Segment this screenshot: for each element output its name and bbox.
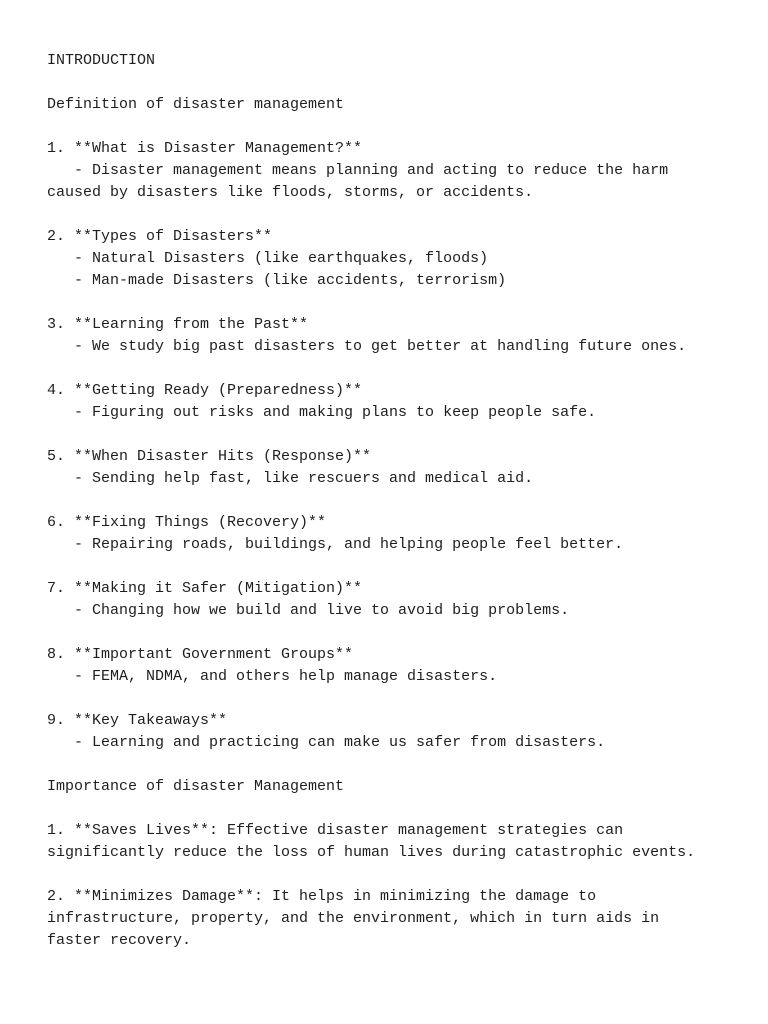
item-heading: 3. **Learning from the Past**	[47, 316, 309, 333]
document-heading: INTRODUCTION	[47, 52, 156, 69]
item-heading: 2. **Types of Disasters**	[47, 228, 273, 245]
item-text-line: - Sending help fast, like rescuers and medical aid.	[47, 470, 534, 487]
item-text-line: 2. **Minimizes Damage**: It helps in minimizing the damage to	[47, 888, 597, 905]
item-text-line: - Changing how we build and live to avoid big problems.	[47, 602, 570, 619]
item-text-line: faster recovery.	[47, 932, 192, 949]
spacer	[47, 556, 747, 578]
spacer	[47, 688, 747, 710]
spacer	[47, 490, 747, 512]
spacer	[47, 116, 747, 138]
spacer	[47, 292, 747, 314]
item-heading: 1. **What is Disaster Management?**	[47, 140, 363, 157]
definition-item-6	[47, 512, 747, 556]
item-text-line: - Natural Disasters (like earthquakes, floods)	[47, 250, 489, 267]
item-text-line: - Figuring out risks and making plans to keep people safe.	[47, 404, 597, 421]
item-text-line: - FEMA, NDMA, and others help manage disasters.	[47, 668, 498, 685]
item-text-line: - Repairing roads, buildings, and helping people feel better.	[47, 536, 624, 553]
definition-item-4	[47, 380, 747, 424]
importance-section-title: Importance of disaster Management	[47, 778, 345, 795]
spacer	[47, 358, 747, 380]
spacer	[47, 798, 747, 820]
spacer	[47, 424, 747, 446]
definition-section-title: Definition of disaster management	[47, 96, 345, 113]
spacer	[47, 864, 747, 886]
item-heading: 7. **Making it Safer (Mitigation)**	[47, 580, 363, 597]
item-text-line: - Disaster management means planning and acting to reduce the harm	[47, 162, 669, 179]
item-text-line: - We study big past disasters to get better at handling future ones.	[47, 338, 687, 355]
item-heading: 4. **Getting Ready (Preparedness)**	[47, 382, 363, 399]
definition-item-9	[47, 710, 747, 754]
item-text-line: - Learning and practicing can make us safer from disasters.	[47, 734, 606, 751]
definition-item-3	[47, 314, 747, 358]
definition-item-1	[47, 138, 747, 204]
spacer	[47, 622, 747, 644]
item-text-line: infrastructure, property, and the environment, which in turn aids in	[47, 910, 660, 927]
definition-item-5	[47, 446, 747, 490]
spacer	[47, 204, 747, 226]
item-text-line: 1. **Saves Lives**: Effective disaster management strategies can	[47, 822, 624, 839]
item-text-line: significantly reduce the loss of human lives during catastrophic events.	[47, 844, 696, 861]
definition-item-2	[47, 226, 747, 292]
spacer	[47, 72, 747, 94]
item-text-line: caused by disasters like floods, storms, or accidents.	[47, 184, 534, 201]
definition-item-8	[47, 644, 747, 688]
item-heading: 6. **Fixing Things (Recovery)**	[47, 514, 327, 531]
item-text-line: - Man-made Disasters (like accidents, terrorism)	[47, 272, 507, 289]
item-heading: 5. **When Disaster Hits (Response)**	[47, 448, 372, 465]
document-page	[47, 50, 747, 952]
item-heading: 9. **Key Takeaways**	[47, 712, 228, 729]
spacer	[47, 754, 747, 776]
item-heading: 8. **Important Government Groups**	[47, 646, 354, 663]
importance-item-2	[47, 886, 747, 952]
definition-item-7	[47, 578, 747, 622]
importance-item-1	[47, 820, 747, 864]
